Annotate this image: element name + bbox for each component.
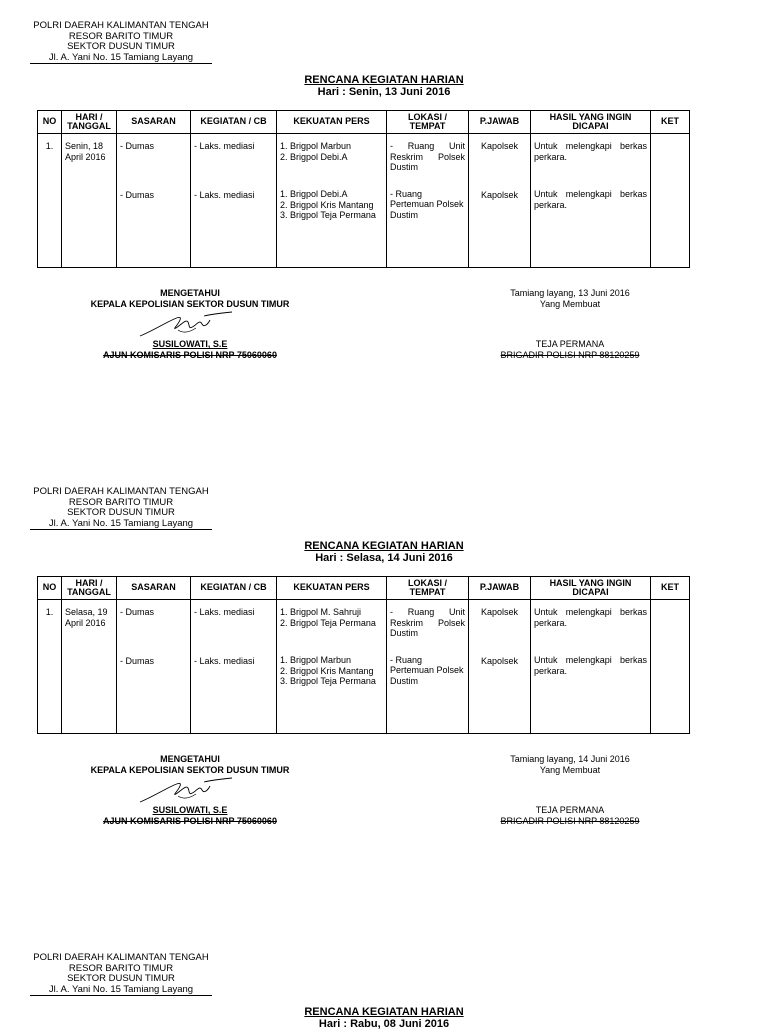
column-header: LOKASI / TEMPAT <box>387 111 469 134</box>
table-row <box>38 600 690 734</box>
letterhead <box>30 953 212 996</box>
table-header-row <box>38 111 690 134</box>
cell-kekuatan-pers <box>277 134 387 268</box>
cell-kekuatan-pers <box>277 600 387 734</box>
maker-label: Yang Membuat <box>539 764 601 775</box>
cell-hasil <box>531 134 651 268</box>
personnel-item: 2. Brigpol Debi.A <box>280 151 348 162</box>
personnel-list <box>277 182 386 221</box>
day-date: Senin, 18 April 2016 <box>65 141 106 162</box>
cell-no <box>38 600 62 734</box>
sasaran-item: - Dumas <box>120 189 155 200</box>
letterhead-line: RESOR BARITO TIMUR <box>68 962 174 974</box>
approver-rank: AJUN KOMISARIS POLISI NRP 75060060 <box>103 815 277 826</box>
hasil-item: Untuk melengkapi berkas perkara. <box>534 655 647 676</box>
cell-lokasi <box>387 600 469 734</box>
personnel-item: 1. Brigpol Marbun <box>280 655 352 665</box>
personnel-item: 1. Brigpol Marbun <box>280 141 352 151</box>
letterhead-line: POLRI DAERAH KALIMANTAN TENGAH <box>33 952 209 963</box>
column-header: LOKASI / TEMPAT <box>387 577 469 600</box>
hasil-item: Untuk melengkapi berkas perkara. <box>534 607 647 628</box>
ket-value <box>651 134 689 141</box>
column-header: P.JAWAB <box>469 577 531 600</box>
cell-lokasi <box>387 134 469 268</box>
table-header-row <box>38 577 690 600</box>
sasaran-item: - Dumas <box>120 141 155 151</box>
day-date: Selasa, 19 April 2016 <box>65 607 108 628</box>
ket-value <box>651 600 689 607</box>
document-subtitle: Hari : Rabu, 08 Juni 2016 <box>318 1018 450 1030</box>
letterhead-line: SEKTOR DUSUN TIMUR <box>67 41 175 52</box>
document-subtitle: Hari : Selasa, 14 Juni 2016 <box>315 552 453 564</box>
document-title: RENCANA KEGIATAN HARIAN <box>304 540 464 552</box>
letterhead-line: RESOR BARITO TIMUR <box>68 30 174 42</box>
lokasi-item: - Ruang Pertemuan Polsek Dustim <box>390 654 464 686</box>
approver-rank: AJUN KOMISARIS POLISI NRP 75060060 <box>103 349 277 360</box>
pjawab-item: Kapolsek <box>480 141 519 151</box>
personnel-item: 2. Brigpol Kris Mantang <box>280 665 374 676</box>
cell-hasil <box>531 600 651 734</box>
column-header: KEGIATAN / CB <box>191 111 277 134</box>
approver-title: KEPALA KEPOLISIAN SEKTOR DUSUN TIMUR <box>90 764 290 775</box>
pjawab-item: Kapolsek <box>480 189 519 200</box>
cell-day-date <box>62 134 117 268</box>
approval-label: MENGETAHUI <box>160 288 220 298</box>
letterhead-line: POLRI DAERAH KALIMANTAN TENGAH <box>33 20 209 31</box>
column-header: HARI / TANGGAL <box>62 111 117 134</box>
approval-label: MENGETAHUI <box>160 754 220 764</box>
kegiatan-item: - Laks. mediasi <box>194 189 255 200</box>
column-header: HASIL YANG INGIN DICAPAI <box>531 577 651 600</box>
column-header: SASARAN <box>117 111 191 134</box>
plan-title <box>0 540 768 564</box>
hasil-item: Untuk melengkapi berkas perkara. <box>534 189 647 210</box>
lokasi-item: - Ruang Unit Reskrim Polsek Dustim <box>390 141 465 172</box>
signature-image <box>138 310 238 340</box>
lokasi-item: - Ruang Pertemuan Polsek Dustim <box>390 188 464 220</box>
cell-ket <box>651 600 690 734</box>
letterhead-line: SEKTOR DUSUN TIMUR <box>67 973 175 984</box>
letterhead-address: Jl. A. Yani No. 15 Tamiang Layang <box>30 53 212 65</box>
cell-kegiatan <box>191 600 277 734</box>
activity-table <box>37 576 690 734</box>
column-header: NO <box>38 111 62 134</box>
approver-title: KEPALA KEPOLISIAN SEKTOR DUSUN TIMUR <box>90 298 290 309</box>
cell-day-date <box>62 600 117 734</box>
letterhead <box>30 21 212 64</box>
letterhead-line: SEKTOR DUSUN TIMUR <box>67 507 175 518</box>
table-row <box>38 134 690 268</box>
letterhead-address: Jl. A. Yani No. 15 Tamiang Layang <box>30 985 212 997</box>
lokasi-item: - Ruang Unit Reskrim Polsek Dustim <box>390 607 465 638</box>
document-subtitle: Hari : Senin, 13 Juni 2016 <box>317 86 451 98</box>
maker-block <box>490 288 650 360</box>
cell-sasaran <box>117 134 191 268</box>
maker-label: Yang Membuat <box>539 298 601 309</box>
column-header: HARI / TANGGAL <box>62 577 117 600</box>
activity-table <box>37 110 690 268</box>
maker-name: TEJA PERMANA <box>535 339 605 349</box>
approver-name: SUSILOWATI, S.E <box>152 805 228 815</box>
row-number: 1. <box>45 607 54 617</box>
place-date: Tamiang layang, 13 Juni 2016 <box>510 288 630 298</box>
cell-pjawab <box>469 600 531 734</box>
maker-block <box>490 754 650 826</box>
plan-title <box>0 74 768 98</box>
personnel-item: 1. Brigpol M. Sahruji <box>280 607 362 617</box>
maker-name: TEJA PERMANA <box>535 805 605 815</box>
hasil-item: Untuk melengkapi berkas perkara. <box>534 141 647 162</box>
letterhead-address: Jl. A. Yani No. 15 Tamiang Layang <box>30 519 212 531</box>
maker-rank: BRIGADIR POLISI NRP 88120259 <box>500 815 640 826</box>
column-header: KEKUATAN PERS <box>277 577 387 600</box>
letterhead-line: RESOR BARITO TIMUR <box>68 496 174 508</box>
personnel-item: 2. Brigpol Teja Permana <box>280 617 376 628</box>
column-header: KET <box>651 577 690 600</box>
personnel-list <box>277 600 386 628</box>
personnel-item: 1. Brigpol Debi.A <box>280 189 348 199</box>
document-title: RENCANA KEGIATAN HARIAN <box>304 74 464 86</box>
letterhead <box>30 487 212 530</box>
pjawab-item: Kapolsek <box>480 607 519 617</box>
cell-no <box>38 134 62 268</box>
kegiatan-item: - Laks. mediasi <box>194 141 255 151</box>
personnel-item: 3. Brigpol Teja Permana <box>280 676 376 686</box>
cell-ket <box>651 134 690 268</box>
column-header: KEKUATAN PERS <box>277 111 387 134</box>
column-header: KET <box>651 111 690 134</box>
plan-title <box>0 1006 768 1030</box>
cell-kegiatan <box>191 134 277 268</box>
personnel-item: 2. Brigpol Kris Mantang <box>280 199 374 210</box>
cell-sasaran <box>117 600 191 734</box>
personnel-list <box>277 648 386 687</box>
document-title: RENCANA KEGIATAN HARIAN <box>304 1006 464 1018</box>
column-header: NO <box>38 577 62 600</box>
signature-image <box>138 776 238 806</box>
column-header: HASIL YANG INGIN DICAPAI <box>531 111 651 134</box>
row-number: 1. <box>45 141 54 151</box>
column-header: SASARAN <box>117 577 191 600</box>
approver-name: SUSILOWATI, S.E <box>152 339 228 349</box>
kegiatan-item: - Laks. mediasi <box>194 607 255 617</box>
column-header: KEGIATAN / CB <box>191 577 277 600</box>
place-date: Tamiang layang, 14 Juni 2016 <box>510 754 630 764</box>
pjawab-item: Kapolsek <box>480 655 519 666</box>
maker-rank: BRIGADIR POLISI NRP 88120259 <box>500 349 640 360</box>
personnel-item: 3. Brigpol Teja Permana <box>280 210 376 220</box>
letterhead-line: POLRI DAERAH KALIMANTAN TENGAH <box>33 486 209 497</box>
cell-pjawab <box>469 134 531 268</box>
column-header: P.JAWAB <box>469 111 531 134</box>
sasaran-item: - Dumas <box>120 655 155 666</box>
personnel-list <box>277 134 386 162</box>
sasaran-item: - Dumas <box>120 607 155 617</box>
kegiatan-item: - Laks. mediasi <box>194 655 255 666</box>
